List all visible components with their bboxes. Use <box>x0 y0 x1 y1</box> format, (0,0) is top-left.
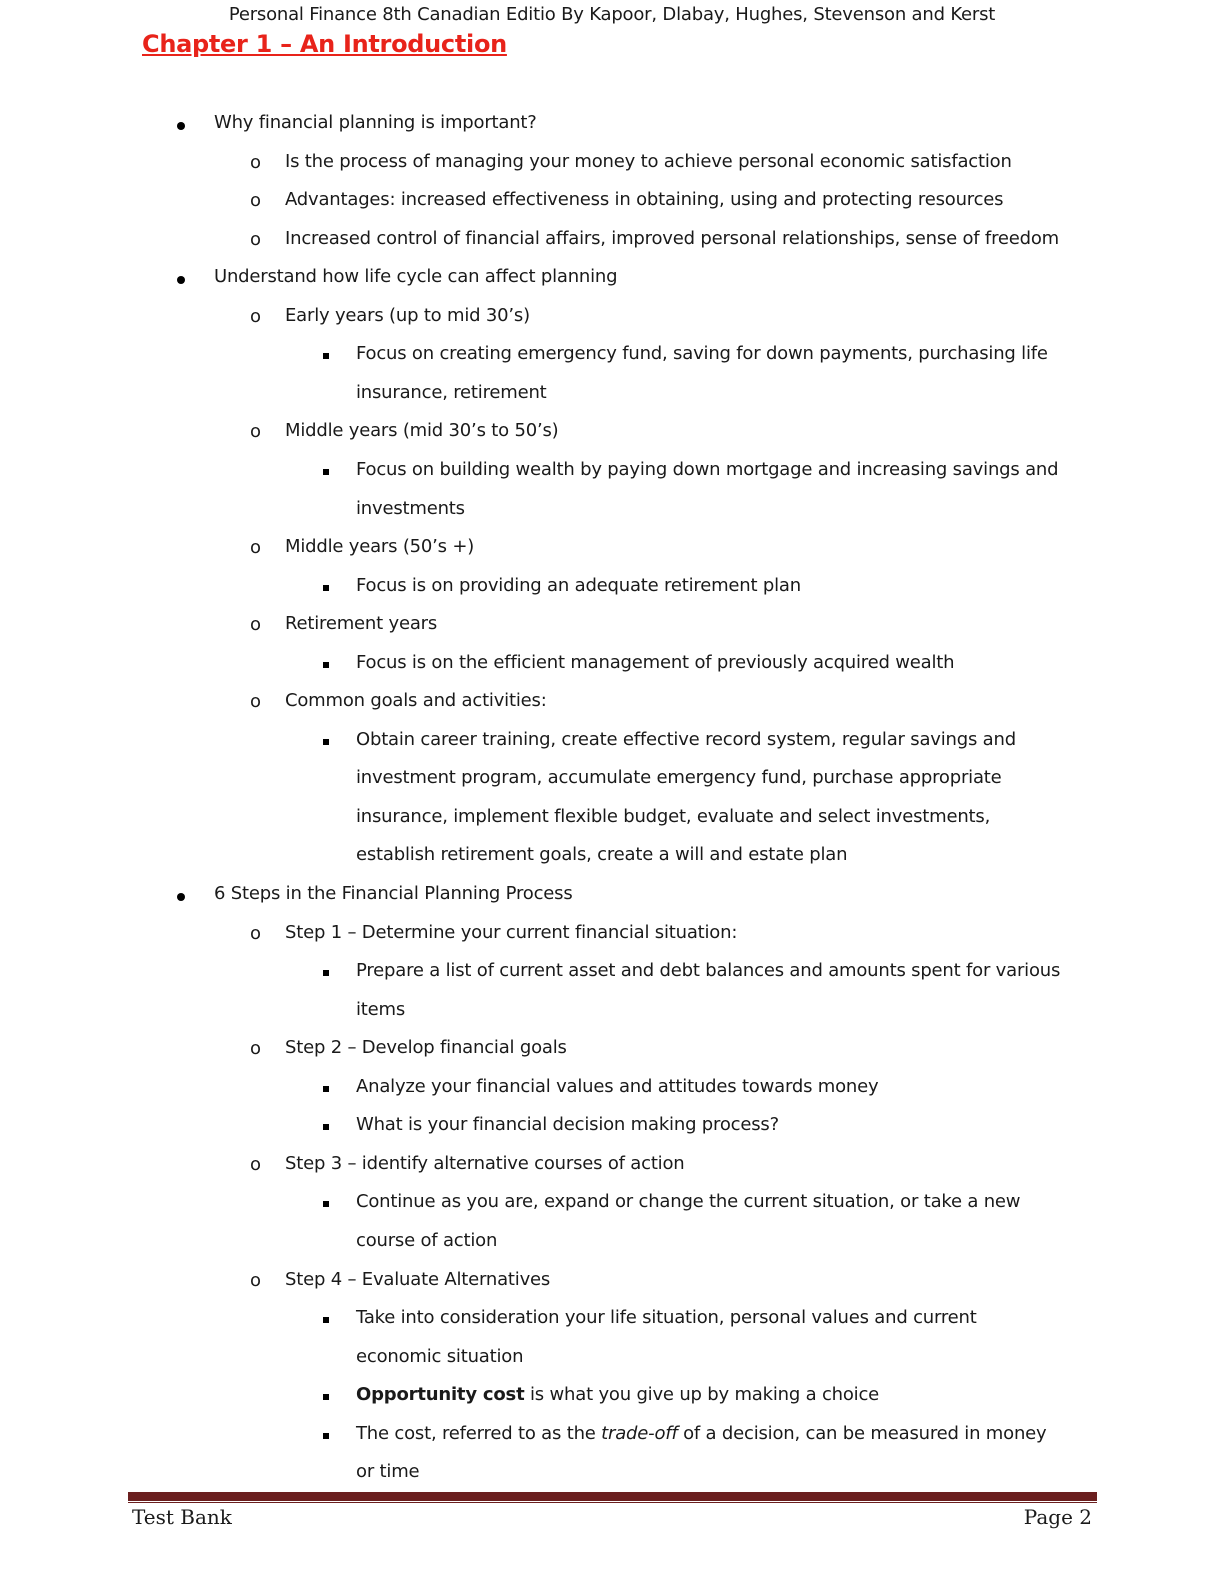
text-run: of a decision, can be measured in money <box>677 1422 1047 1444</box>
italic-term: trade-off <box>601 1422 678 1444</box>
bullet-square-icon <box>323 1317 329 1323</box>
outline-item-text <box>356 1076 878 1097</box>
bullet-circle-icon: o <box>250 151 262 173</box>
footer-rule <box>128 1492 1097 1501</box>
text-run: is what you give up by making a choice <box>524 1384 880 1406</box>
outline-item-text <box>214 883 573 904</box>
outline-item-text <box>356 1384 879 1405</box>
bullet-circle-icon: o <box>250 190 262 212</box>
bullet-circle-icon: o <box>250 922 262 944</box>
text-run: Step 1 – Determine your current financial situation: <box>285 921 738 943</box>
outline-item-text <box>356 960 1060 981</box>
outline-item-text <box>356 1461 419 1482</box>
outline-item-text <box>356 1114 779 1135</box>
text-run: Early years (up to mid 30’s) <box>285 304 530 326</box>
bullet-circle-icon: o <box>250 691 262 713</box>
bullet-dot-icon <box>177 893 185 901</box>
text-run: The cost, referred to as the <box>356 1422 602 1444</box>
text-run: economic situation <box>356 1345 524 1367</box>
bullet-square-icon <box>323 1433 329 1439</box>
outline-item-text <box>285 305 530 326</box>
text-run: Increased control of financial affairs, improved personal relationships, sense of freedom <box>285 227 1059 249</box>
outline-item-text <box>356 729 1016 750</box>
text-run: Step 3 – identify alternative courses of action <box>285 1152 685 1174</box>
text-run: 6 Steps in the Financial Planning Process <box>214 883 573 904</box>
text-run: Understand how life cycle can affect planning <box>214 266 618 288</box>
text-run: insurance, retirement <box>356 381 547 403</box>
text-run: Obtain career training, create effective record system, regular savings and <box>356 728 1016 750</box>
outline-item-text <box>214 266 617 287</box>
text-run: Step 2 – Develop financial goals <box>285 1037 567 1059</box>
outline-item-text <box>356 459 1058 480</box>
outline-item-text <box>356 1230 497 1251</box>
outline-item-text <box>285 1269 550 1290</box>
bullet-square-icon <box>323 739 329 745</box>
text-run: Focus on building wealth by paying down mortgage and increasing savings and <box>356 458 1059 480</box>
outline-item-text <box>356 844 847 865</box>
outline-item-text <box>285 922 737 943</box>
text-run: Retirement years <box>285 613 438 635</box>
outline-item-text <box>356 498 465 519</box>
text-run: Middle years (mid 30’s to 50’s) <box>285 420 559 442</box>
outline-item-text <box>356 575 801 596</box>
text-run: or time <box>356 1461 420 1483</box>
outline-item-text <box>285 690 547 711</box>
outline-item-text <box>356 652 954 673</box>
outline-item-text <box>285 1153 685 1174</box>
bold-term: Opportunity cost <box>356 1384 525 1406</box>
outline-item-text <box>356 806 990 827</box>
outline-item-text <box>356 1191 1020 1212</box>
outline-item-text <box>356 999 405 1020</box>
text-run: Continue as you are, expand or change the current situation, or take a new <box>356 1191 1021 1213</box>
text-run: investments <box>356 497 465 519</box>
text-run: Take into consideration your life situation, personal values and current <box>356 1307 977 1329</box>
text-run: Is the process of managing your money to achieve personal economic satisfaction <box>285 150 1012 172</box>
text-run: insurance, implement flexible budget, evaluate and select investments, <box>356 805 991 827</box>
text-run: Focus is on the efficient management of previously acquired wealth <box>356 651 955 673</box>
running-header: Personal Finance 8th Canadian Editio By Kapoor, Dlabay, Hughes, Stevenson and Kerst <box>228 4 996 25</box>
footer-label: Test Bank <box>132 1505 232 1529</box>
text-run: Why financial planning is important? <box>214 112 537 133</box>
outline-item-text <box>285 1037 567 1058</box>
bullet-circle-icon: o <box>250 537 262 559</box>
outline-item-text <box>356 1423 1046 1444</box>
text-run: Focus is on providing an adequate retirement plan <box>356 574 801 596</box>
outline-item-text <box>285 536 474 557</box>
bullet-circle-icon: o <box>250 1038 262 1060</box>
bullet-circle-icon: o <box>250 228 262 250</box>
text-run: investment program, accumulate emergency fund, purchase appropriate <box>356 767 1002 789</box>
bullet-circle-icon: o <box>250 1153 262 1175</box>
bullet-square-icon <box>323 970 329 976</box>
outline-item-text <box>356 1346 523 1367</box>
outline-item-text <box>285 613 437 634</box>
text-run: establish retirement goals, create a will and estate plan <box>356 844 848 866</box>
outline-item-text <box>285 228 1059 249</box>
outline-item-text <box>214 112 537 133</box>
page-number: Page 2 <box>1023 1505 1092 1529</box>
outline-item-text <box>285 151 1012 172</box>
text-run: Step 4 – Evaluate Alternatives <box>285 1268 551 1290</box>
bullet-circle-icon: o <box>250 1269 262 1291</box>
text-run: items <box>356 998 406 1020</box>
outline-item-text <box>356 1307 977 1328</box>
text-run: Focus on creating emergency fund, saving for down payments, purchasing life <box>356 343 1048 365</box>
bullet-square-icon <box>323 469 329 475</box>
outline-item-text <box>356 382 547 403</box>
outline-item-text <box>285 420 559 441</box>
footer-rule-thin <box>128 1502 1097 1503</box>
text-run: Analyze your financial values and attitudes towards money <box>356 1075 879 1097</box>
text-run: Common goals and activities: <box>285 690 547 712</box>
text-run: Middle years (50’s +) <box>285 536 475 558</box>
bullet-square-icon <box>323 662 329 668</box>
bullet-circle-icon: o <box>250 421 262 443</box>
bullet-square-icon <box>323 1394 329 1400</box>
chapter-title: Chapter 1 – An Introduction <box>142 30 507 58</box>
outline-item-text <box>356 767 1002 788</box>
text-run: Prepare a list of current asset and debt balances and amounts spent for various <box>356 960 1061 982</box>
outline-item-text <box>356 343 1048 364</box>
text-run: Advantages: increased effectiveness in obtaining, using and protecting resources <box>285 189 1004 211</box>
text-run: What is your financial decision making process? <box>356 1114 779 1136</box>
bullet-dot-icon <box>177 276 185 284</box>
bullet-circle-icon: o <box>250 614 262 636</box>
bullet-square-icon <box>323 353 329 359</box>
bullet-square-icon <box>323 1124 329 1130</box>
text-run: course of action <box>356 1229 498 1251</box>
bullet-dot-icon <box>177 122 185 130</box>
bullet-circle-icon: o <box>250 305 262 327</box>
bullet-square-icon <box>323 1086 329 1092</box>
bullet-square-icon <box>323 1201 329 1207</box>
outline-item-text <box>285 189 1003 210</box>
bullet-square-icon <box>323 585 329 591</box>
